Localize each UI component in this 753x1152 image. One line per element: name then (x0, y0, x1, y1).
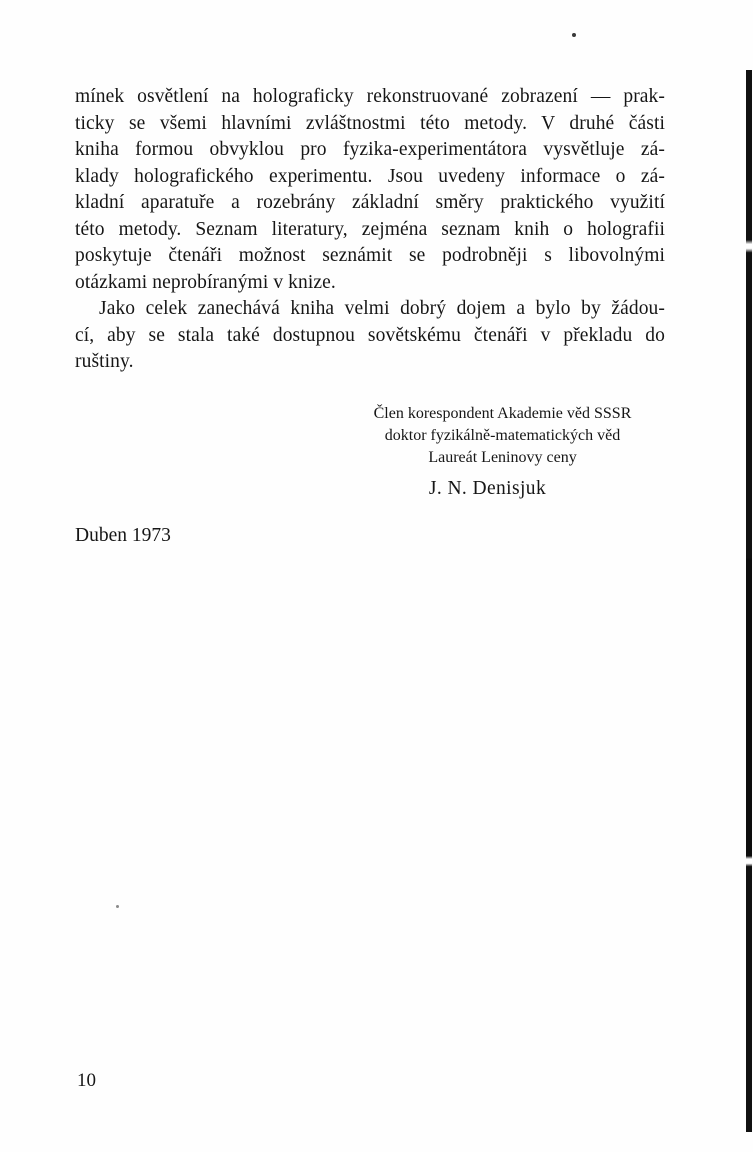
text-line: otázkami neprobíranými v knize. (75, 271, 336, 293)
text-line: této metody. Seznam literatury, zejména seznam knih o holografii (75, 218, 665, 240)
text-line: poskytuje čtenáři možnost seznámit se podrobněji s libovolnými (75, 245, 665, 266)
text-line: mínek osvětlení na holograficky rekonstruované zobrazení — prak- (75, 86, 665, 107)
date-line: Duben 1973 (75, 525, 171, 546)
text-line: ruštiny. (75, 351, 134, 372)
text-line: cí, aby se stala také dostupnou sovětskému čtenáři v překladu do (75, 324, 665, 346)
text-line: ticky se všemi hlavními zvláštnostmi této metody. V druhé části (75, 112, 665, 134)
page-number: 10 (77, 1070, 96, 1091)
scan-artifact-edge-line (746, 70, 752, 1132)
text-line: Jako celek zanechává kniha velmi dobrý dojem a bylo by žádou- (99, 298, 665, 319)
signature-block (340, 403, 665, 469)
scan-artifact-dot-top (572, 33, 576, 37)
signature-line: Laureát Leninovy ceny (428, 449, 577, 466)
text-line: klady holografického experimentu. Jsou uvedeny informace o zá- (75, 165, 665, 187)
body-text (75, 84, 665, 376)
signature-line: doktor fyzikálně-matematických věd (384, 427, 621, 444)
scan-artifact-dot-left (116, 905, 119, 908)
text-line: kniha formou obvyklou pro fyzika-experimentátora vysvětluje zá- (75, 139, 665, 160)
signature-line: Člen korespondent Akademie věd SSSR (373, 405, 632, 422)
author-name: J. N. Denisjuk (428, 478, 547, 499)
text-line: kladní aparatuře a rozebrány základní směry praktického využití (75, 192, 665, 213)
